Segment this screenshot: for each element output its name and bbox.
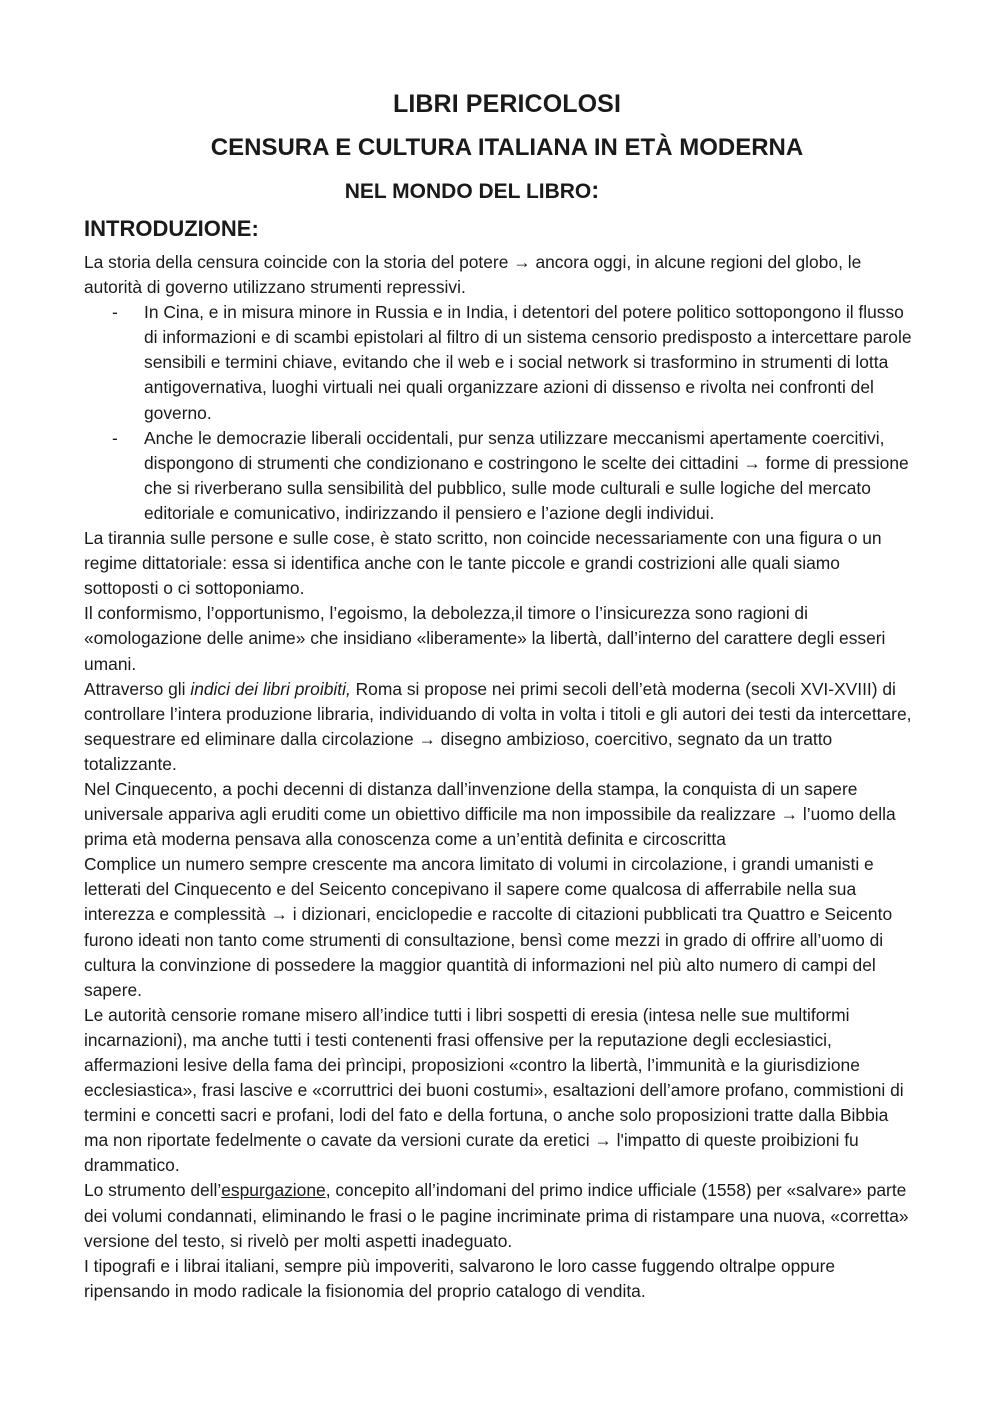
bullet-marker: - — [112, 302, 118, 323]
paragraph-8-end: , concepito all’indomani del primo indice ufficiale (1558) per «salvare» parte dei volumi condannati, eliminando le frasi o le pagine incriminate prima di ristampare una nuova, «corretta» versione del testo, si rivelò per molti aspetti inadeguato. — [84, 1180, 909, 1251]
intro-heading: INTRODUZIONE: — [84, 216, 259, 241]
paragraph-2: La tirannia sulle persone e sulle cose, è stato scritto, non coincide necessariamente con una figura o un regime dittatoriale: essa si identifica anche con le tante piccole e grandi costrizioni alle quali siamo sottoposti o ci sottoponiamo. — [84, 528, 882, 599]
section-title — [0, 176, 944, 207]
underlined-term: espurgazione — [221, 1180, 326, 1201]
paragraph-1: La storia della censura coincide con la storia del potere → ancora oggi, in alcune regioni del globo, le autorità di governo utilizzano strumenti repressivi. — [84, 252, 862, 298]
paragraph-9: I tipografi e i librai italiani, sempre più impoveriti, salvarono le loro casse fuggendo oltralpe oppure ripensando in modo radicale la fisionomia del proprio catalogo di vendita. — [84, 1255, 836, 1301]
bullet-item-2 — [84, 426, 916, 526]
paragraph-3: Il conformismo, l’opportunismo, l’egoismo, la debolezza,il timore o l’insicurezza sono ragioni di «omologazione delle anime» che insidiano «liberamente» la libertà, dall’interno del carattere degli esseri umani. — [84, 603, 886, 674]
document-subtitle: CENSURA E CULTURA ITALIANA IN ETÀ MODERNA — [210, 134, 804, 161]
paragraph-5: Nel Cinquecento, a pochi decenni di distanza dall’invenzione della stampa, la conquista di un sapere universale appariva agli eruditi come un obiettivo difficile ma non impossibile da realizzare → l’uomo della prima età moderna pensava alla conoscenza come a un’entità definita e circoscritta — [84, 778, 896, 850]
paragraph-4-start: Attraverso gli — [84, 678, 191, 699]
paragraph-4-end: Roma si propose nei primi secoli dell’età moderna (secoli XVI-XVIII) di controllare l’intera produzione libraria, individuando di volta in volta i titoli e gli autori dei testi da intercettare, sequestrare ed eliminare dalla circolazione → disegno ambizioso, coercitivo, segnato da un tratto totalizzante. — [84, 678, 912, 774]
bullet-item-1 — [84, 300, 916, 425]
paragraph-8-start: Lo strumento dell’ — [84, 1180, 222, 1201]
paragraph-4 — [84, 677, 916, 777]
bullet-list — [84, 300, 916, 526]
bullet-marker: - — [112, 427, 118, 448]
document-title: LIBRI PERICOLOSI — [392, 90, 621, 118]
paragraph-6: Complice un numero sempre crescente ma ancora limitato di volumi in circolazione, i grandi umanisti e letterati del Cinquecento e del Seicento concepivano il sapere come qualcosa di afferrabile nella sua interezza e complessità → i dizionari, enciclopedie e raccolte di citazioni pubblicati tra Quattro e Seicento furono ideati non tanto come strumenti di consultazione, bensì come mezzi in grado di offrire all’uomo di cultura la convinzione di possedere la maggior quantità di informazioni nel più alto numero di campi del sapere. — [84, 854, 893, 1000]
italic-term: indici dei libri proibiti, — [190, 678, 351, 699]
paragraph-7: Le autorità censorie romane misero all’indice tutti i libri sospetti di eresia (intesa nelle sue multiformi incarnazioni), ma anche tutti i testi contenenti frasi offensive per la reputazione degli ecclesiastici, affermazioni lesive della fama dei prìncipi, proposizioni «contro la libertà, l’immunità e la giurisdizione ecclesiastica», frasi lascive e «corruttrici dei buoni costumi», esaltazioni dell’amore profano, commistioni di termini e concetti sacri e profani, lodi del fato e della fortuna, o anche solo proposizioni tratte dalla Bibbia ma non riportate fedelmente o cavate da versioni curate da eretici → l'impatto di queste proibizioni fu drammatico. — [84, 1004, 904, 1176]
paragraph-8 — [84, 1178, 916, 1253]
body-text — [84, 250, 916, 1304]
bullet-text-2: Anche le democrazie liberali occidentali, pur senza utilizzare meccanismi apertamente coercitivi, dispongono di strumenti che condizionano e costringono le scelte dei cittadini → forme di pressione che si riverberano sulla sensibilità del pubblico, sulle mode culturali e sulle logiche del mercato editoriale e comunicativo, indirizzando il pensiero e l’azione degli individui. — [144, 427, 909, 523]
bullet-text-1: In Cina, e in misura minore in Russia e in India, i detentori del potere politico sottopongono il flusso di informazioni e di scambi epistolari al filtro di un sistema censorio predisposto a intercettare parole sensibili e termini chiave, evitando che il web e i social network si trasformino in strumenti di lotta antigovernativa, luoghi virtuali nei quali organizzare azioni di dissenso e rivolta nei confronti del governo. — [144, 302, 912, 423]
section-title-colon: : — [591, 177, 600, 204]
section-title-text: NEL MONDO DEL LIBRO — [344, 180, 592, 203]
